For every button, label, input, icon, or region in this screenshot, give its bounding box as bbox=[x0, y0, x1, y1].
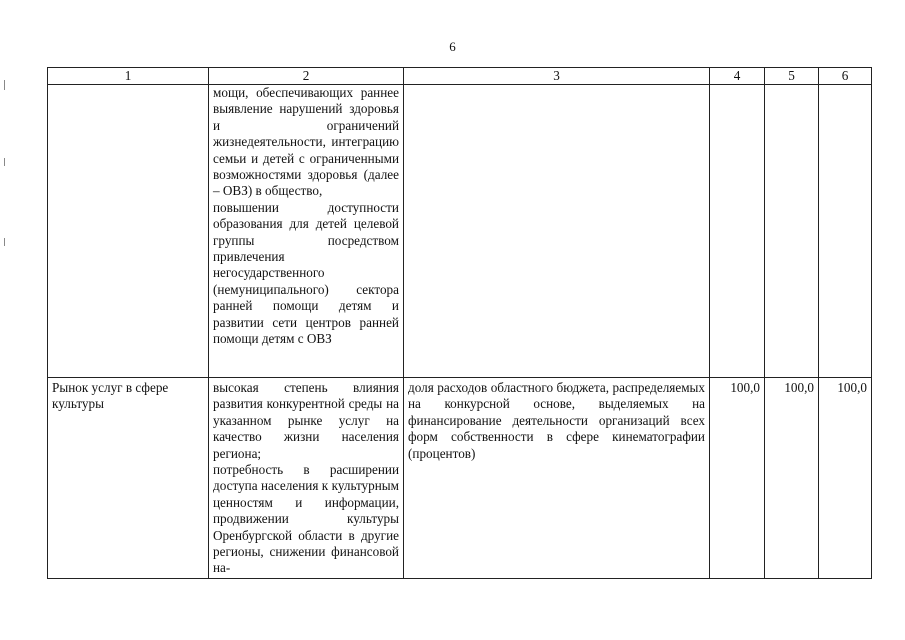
value-cell: 100,0 bbox=[710, 378, 765, 579]
market-cell: Рынок услуг в сфере культуры bbox=[48, 378, 209, 579]
header-cell: 3 bbox=[404, 68, 710, 85]
header-cell: 1 bbox=[48, 68, 209, 85]
indicator-cell bbox=[404, 85, 710, 378]
scan-mark bbox=[4, 238, 5, 246]
value-cell bbox=[710, 85, 765, 378]
value-cell: 100,0 bbox=[819, 378, 872, 579]
description-cell: мощи, обеспечивающих раннее выявление нарушений здоровья и ограничений жизнедеятельности, интеграцию семьи и детей с ограниченными возможностями здоровья (далее – ОВЗ) в общество, повышении доступности образования для детей целевой группы посредством привлечения негосударственного (немуниципального) сектора ранней помощи детям и развитии сети центров ранней помощи детям с ОВЗ bbox=[209, 85, 404, 378]
market-cell bbox=[48, 85, 209, 378]
value-cell bbox=[765, 85, 819, 378]
scan-mark bbox=[4, 80, 5, 90]
indicator-cell: доля расходов областного бюджета, распределяемых на конкурсной основе, выделяемых на финансирование деятельности организаций всех форм собственности в сфере кинематографии (процентов) bbox=[404, 378, 710, 579]
header-cell: 4 bbox=[710, 68, 765, 85]
document-table bbox=[47, 67, 872, 579]
header-cell: 6 bbox=[819, 68, 872, 85]
header-row bbox=[48, 68, 872, 85]
scan-mark bbox=[4, 158, 5, 166]
value-cell bbox=[819, 85, 872, 378]
table-row bbox=[48, 378, 872, 579]
page-number: 6 bbox=[449, 39, 456, 54]
description-cell: высокая степень влияния развития конкурентной среды на указанном рынке услуг на качество жизни населения региона; потребность в расширении доступа населения к культурным ценностям и информации, продвижении культуры Оренбургской области в другие регионы, снижении финансовой на- bbox=[209, 378, 404, 579]
header-cell: 5 bbox=[765, 68, 819, 85]
header-cell: 2 bbox=[209, 68, 404, 85]
table-row bbox=[48, 85, 872, 378]
value-cell: 100,0 bbox=[765, 378, 819, 579]
